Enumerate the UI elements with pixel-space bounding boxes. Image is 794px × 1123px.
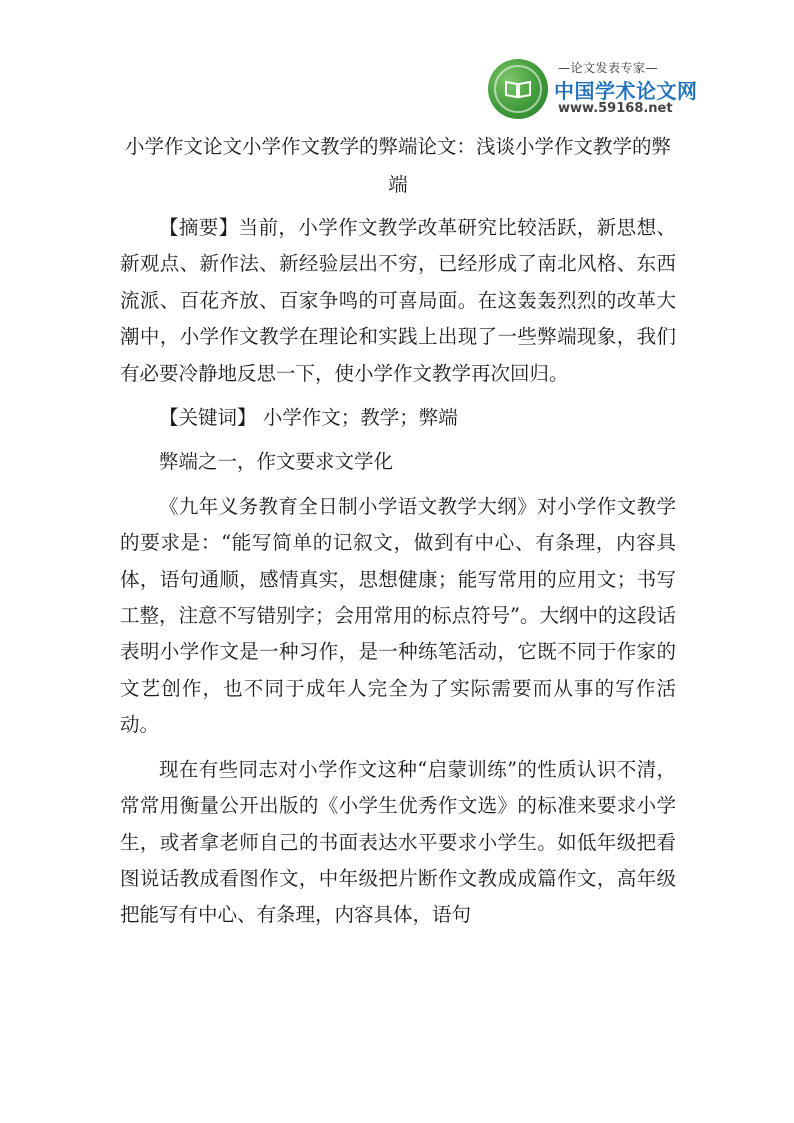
logo-url: www.59168.net [558,101,673,116]
keywords-paragraph: 【关键词】 小学作文；教学；弊端 [159,406,458,430]
book-icon [504,79,532,99]
site-logo [488,55,698,119]
body-paragraph-2: 现在有些同志对小学作文这种“启蒙训练”的性质认识不清，常常用衡量公开出版的《小学生优秀作文选》的标准来要求小学生，或者拿老师自己的书面表达水平要求小学生。如低年级把看图说话教成看图作文，中年级把片断作文教成成篇作文，高年级把能写有中心、有条理，内容具体，语句 [120,757,676,927]
logo-emblem [488,59,548,119]
body-paragraph-1: 《九年义务教育全日制小学语文教学大纲》对小学作文教学的要求是：“能写简单的记叙文，做到有中心、有条理，内容具体，语句通顺，感情真实，思想健康；能写常用的应用文；书写工整，注意不写错别字；会用常用的标点符号”。大纲中的这段话表明小学作文是一种习作，是一种练笔活动，它既不同于作家的文艺创作，也不同于成年人完全为了实际需要而从事的写作活动。 [120,494,676,737]
logo-title: 中国学术论文网 [554,79,698,103]
article-body [120,128,676,934]
article-title: 小学作文论文小学作文教学的弊端论文：浅谈小学作文教学的弊端 [124,135,671,196]
logo-tagline: —论文发表专家— [558,61,659,75]
abstract-paragraph: 【摘要】当前，小学作文教学改革研究比较活跃，新思想、新观点、新作法、新经验层出不穷，已经形成了南北风格、东西流派、百花齐放、百家争鸣的可喜局面。在这轰轰烈烈的改革大潮中，小学作文教学在理论和实践上出现了一些弊端现象，我们有必要冷静地反思一下，使小学作文教学再次回归。 [120,216,676,385]
section-heading: 弊端之一，作文要求文学化 [159,450,394,474]
